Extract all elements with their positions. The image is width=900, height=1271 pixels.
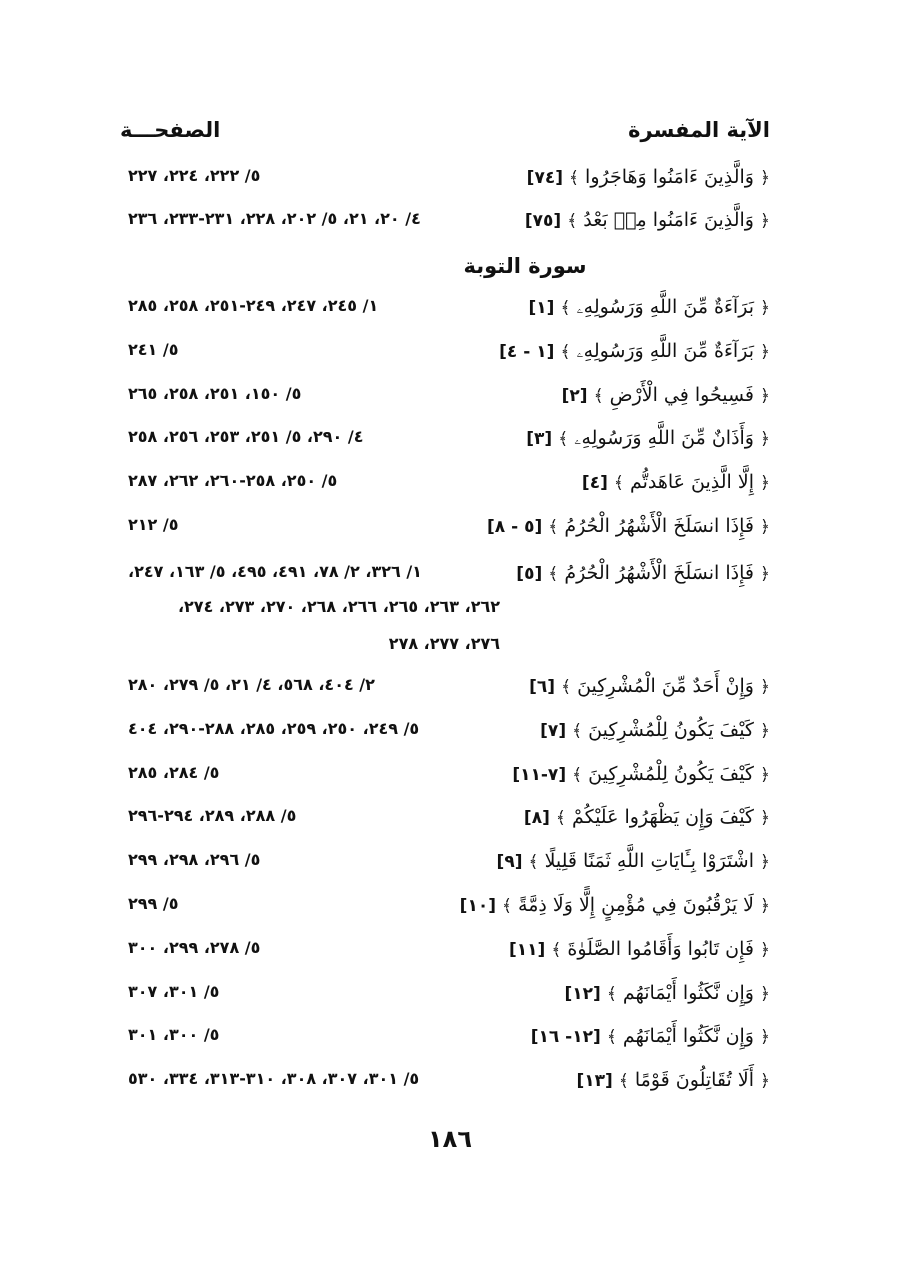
ornate-bracket-open-icon: ﴿: [760, 429, 770, 449]
page-references: ٥/ ٢٤١: [128, 340, 179, 359]
verse-number: [٩]: [496, 852, 523, 872]
verse-citation: [527, 166, 770, 188]
verse-text: اشْتَرَوْا بِـَٔايَاتِ اللَّهِ ثَمَنًا قَلِيلًا: [544, 850, 754, 872]
verse-number: [٥ - ٨]: [487, 517, 543, 537]
ornate-bracket-close-icon: ﴾: [572, 765, 583, 785]
surah-title: سورة التوبة: [463, 254, 587, 278]
index-entry: [120, 427, 770, 463]
column-header: [120, 118, 770, 152]
ornate-bracket-close-icon: ﴾: [548, 564, 559, 584]
ornate-bracket-close-icon: ﴾: [593, 386, 604, 406]
verse-text: وَأَذَانٌ مِّنَ اللَّهِ وَرَسُولِهِۦ: [574, 427, 754, 449]
verse-text: فَإِن تَابُوا وَأَقَامُوا الصَّلَوٰةَ: [567, 938, 754, 960]
verse-text: بَرَآءَةٌ مِّنَ اللَّهِ وَرَسُولِهِۦ: [576, 296, 754, 318]
verse-citation: [526, 427, 770, 449]
index-entry: [120, 340, 770, 376]
page-references: ١/ ٢٤٥، ٢٤٧، ٢٤٩-٢٥١، ٢٥٨، ٢٨٥: [128, 296, 379, 315]
ornate-bracket-open-icon: ﴿: [760, 677, 770, 697]
verse-number: [٧٤]: [526, 168, 563, 188]
page-column-heading: الصفحـــة: [120, 118, 221, 142]
index-entry: [120, 515, 770, 551]
verse-text: فَإِذَا انسَلَخَ الْأَشْهُرُ الْحُرُمُ: [564, 515, 754, 537]
page-references-continued: ٢٦٢، ٢٦٣، ٢٦٥، ٢٦٦، ٢٦٨، ٢٧٠، ٢٧٣، ٢٧٤،: [177, 597, 500, 616]
verse-number: [٥]: [516, 564, 543, 584]
verse-text: وَإِنْ أَحَدٌ مِّنَ الْمُشْرِكِينَ: [577, 675, 754, 697]
verse-text: كَيْفَ وَإِن يَظْهَرُوا عَلَيْكُمْ: [571, 806, 754, 828]
verse-citation: [562, 384, 770, 406]
verse-text: بَرَآءَةٌ مِّنَ اللَّهِ وَرَسُولِهِۦ: [576, 340, 754, 362]
verse-number: [٤]: [581, 473, 608, 493]
verse-citation: [529, 675, 770, 697]
ornate-bracket-close-icon: ﴾: [572, 721, 583, 741]
ornate-bracket-close-icon: ﴾: [558, 429, 569, 449]
page-references: ٥/ ٣٠١، ٣٠٧، ٣٠٨، ٣١٠-٣١٣، ٣٣٤، ٥٣٠: [128, 1069, 420, 1088]
index-entry: [120, 166, 770, 202]
verse-text: وَالَّذِينَ ءَامَنُوا مِنۢ بَعْدُ: [583, 209, 754, 231]
verse-citation: [460, 894, 770, 916]
ornate-bracket-open-icon: ﴿: [760, 1071, 770, 1091]
page-references: ٢/ ٤٠٤، ٥٦٨، ٤/ ٢١، ٥/ ٢٧٩، ٢٨٠: [128, 675, 375, 694]
verse-text: وَالَّذِينَ ءَامَنُوا وَهَاجَرُوا: [585, 166, 754, 188]
verse-citation: [582, 471, 770, 493]
ornate-bracket-close-icon: ﴾: [502, 896, 512, 916]
page-references-continued: ٢٧٦، ٢٧٧، ٢٧٨: [388, 634, 500, 653]
verse-text: أَلَا تُقَاتِلُونَ قَوْمًا: [634, 1069, 754, 1091]
verse-citation: [577, 1069, 771, 1091]
page-references: ٥/ ١٥٠، ٢٥١، ٢٥٨، ٢٦٥: [128, 384, 302, 403]
ornate-bracket-close-icon: ﴾: [569, 168, 579, 188]
verse-text: وَإِن نَّكَثُوا أَيْمَانَهُم: [622, 1025, 754, 1047]
verse-number: [١٢- ١٦]: [530, 1027, 601, 1047]
verse-number: [٧]: [540, 721, 567, 741]
verse-text: وَإِن نَّكَثُوا أَيْمَانَهُم: [622, 982, 754, 1004]
ornate-bracket-open-icon: ﴿: [760, 852, 770, 872]
verse-text: كَيْفَ يَكُونُ لِلْمُشْرِكِينَ: [588, 763, 754, 785]
page-references: ٥/ ٢٨٤، ٢٨٥: [128, 763, 220, 782]
verse-number: [٧٥]: [524, 211, 562, 231]
page-references: ٤/ ٢٠، ٢١، ٥/ ٢٠٢، ٢٢٨، ٢٣١-٢٣٣، ٢٣٦: [128, 209, 421, 228]
verse-citation: [516, 562, 770, 584]
ornate-bracket-close-icon: ﴾: [613, 473, 624, 493]
verse-citation: [540, 719, 770, 741]
index-entry: [120, 471, 770, 507]
ornate-bracket-close-icon: ﴾: [606, 1027, 617, 1047]
ornate-bracket-close-icon: ﴾: [561, 677, 572, 697]
page-references: ١/ ٣٢٦، ٢/ ٧٨، ٤٩١، ٤٩٥، ٥/ ١٦٣، ٢٤٧،: [128, 562, 422, 581]
ornate-bracket-open-icon: ﴿: [760, 1027, 770, 1047]
verse-number: [٧-١١]: [512, 765, 567, 785]
ornate-bracket-close-icon: ﴾: [560, 342, 571, 362]
ornate-bracket-open-icon: ﴿: [760, 721, 770, 741]
ornate-bracket-close-icon: ﴾: [551, 940, 562, 960]
ornate-bracket-open-icon: ﴿: [760, 984, 770, 1004]
index-entry: [120, 719, 770, 755]
ornate-bracket-open-icon: ﴿: [760, 168, 770, 188]
verse-citation: [509, 938, 770, 960]
page-references: ٥/ ٢٨٨، ٢٨٩، ٢٩٤-٢٩٦: [128, 806, 297, 825]
ornate-bracket-open-icon: ﴿: [760, 940, 770, 960]
index-entry: [120, 894, 770, 930]
page-references: ٥/ ٣٠١، ٣٠٧: [128, 982, 220, 1001]
index-entry: [120, 982, 770, 1018]
ornate-bracket-close-icon: ﴾: [618, 1071, 629, 1091]
page-references: ٥/ ٢١٢: [128, 515, 179, 534]
index-entry: [120, 384, 770, 420]
page-references: ٥/ ٢٤٩، ٢٥٠، ٢٥٩، ٢٨٥، ٢٨٨-٢٩٠، ٤٠٤: [128, 719, 420, 738]
verse-number: [٢]: [561, 386, 588, 406]
ornate-bracket-open-icon: ﴿: [760, 765, 770, 785]
verse-text: فَإِذَا انسَلَخَ الْأَشْهُرُ الْحُرُمُ: [564, 562, 754, 584]
ayah-column-heading: الآية المفسرة: [628, 118, 770, 142]
index-entry: [120, 675, 770, 711]
ornate-bracket-open-icon: ﴿: [760, 211, 770, 231]
page-references: ٥/ ٢٢٢، ٢٢٤، ٢٢٧: [128, 166, 261, 185]
page-references: ٥/ ٣٠٠، ٣٠١: [128, 1025, 220, 1044]
verse-number: [١]: [528, 298, 555, 318]
ornate-bracket-open-icon: ﴿: [760, 896, 770, 916]
verse-number: [١١]: [508, 940, 546, 960]
verse-citation: [528, 296, 770, 318]
index-entry: [120, 296, 770, 332]
verse-text: كَيْفَ يَكُونُ لِلْمُشْرِكِينَ: [588, 719, 754, 741]
index-entry: [120, 806, 770, 842]
ornate-bracket-open-icon: ﴿: [760, 342, 770, 362]
ornate-bracket-close-icon: ﴾: [567, 211, 578, 231]
page-references: ٥/ ٢٥٠، ٢٥٨-٢٦٠، ٢٦٢، ٢٨٧: [128, 471, 338, 490]
verse-number: [١ - ٤]: [499, 342, 555, 362]
verse-number: [١٢]: [564, 984, 601, 1004]
index-entry: [120, 763, 770, 799]
ornate-bracket-open-icon: ﴿: [760, 298, 770, 318]
verse-citation: [497, 850, 770, 872]
ornate-bracket-close-icon: ﴾: [528, 852, 539, 872]
page-references: ٥/ ٢٩٦، ٢٩٨، ٢٩٩: [128, 850, 261, 869]
verse-citation: [525, 209, 770, 231]
verse-number: [١٣]: [576, 1071, 613, 1091]
verse-number: [٦]: [529, 677, 556, 697]
ornate-bracket-close-icon: ﴾: [560, 298, 571, 318]
index-entry: [120, 1069, 770, 1105]
ornate-bracket-open-icon: ﴿: [760, 808, 770, 828]
index-entry: [120, 209, 770, 245]
index-entry: [120, 562, 770, 598]
index-entry: [120, 938, 770, 974]
verse-number: [١٠]: [459, 896, 496, 916]
verse-number: [٨]: [523, 808, 550, 828]
verse-text: إِلَّا الَّذِينَ عَاهَدتُّم: [629, 471, 754, 493]
verse-text: لَا يَرْقُبُونَ فِي مُؤْمِنٍ إِلًّا وَلَا ذِمَّةً: [518, 894, 754, 916]
verse-number: [٣]: [526, 429, 553, 449]
page-number: ١٨٦: [428, 1125, 472, 1153]
verse-text: فَسِيحُوا فِي الْأَرْضِ: [609, 384, 754, 406]
index-entry: [120, 850, 770, 886]
verse-citation: [564, 982, 770, 1004]
ornate-bracket-close-icon: ﴾: [548, 517, 559, 537]
ornate-bracket-close-icon: ﴾: [606, 984, 617, 1004]
index-entry: [120, 1025, 770, 1061]
ornate-bracket-open-icon: ﴿: [760, 473, 770, 493]
verse-citation: [499, 340, 770, 362]
verse-citation: [531, 1025, 770, 1047]
verse-citation: [524, 806, 770, 828]
page-references: ٥/ ٢٩٩: [128, 894, 179, 913]
ornate-bracket-open-icon: ﴿: [760, 564, 770, 584]
page-references: ٤/ ٢٩٠، ٥/ ٢٥١، ٢٥٣، ٢٥٦، ٢٥٨: [128, 427, 364, 446]
page-references: ٥/ ٢٧٨، ٢٩٩، ٣٠٠: [128, 938, 261, 957]
verse-citation: [512, 763, 770, 785]
ornate-bracket-open-icon: ﴿: [760, 386, 770, 406]
ornate-bracket-open-icon: ﴿: [760, 517, 770, 537]
ornate-bracket-close-icon: ﴾: [555, 808, 566, 828]
verse-citation: [487, 515, 770, 537]
